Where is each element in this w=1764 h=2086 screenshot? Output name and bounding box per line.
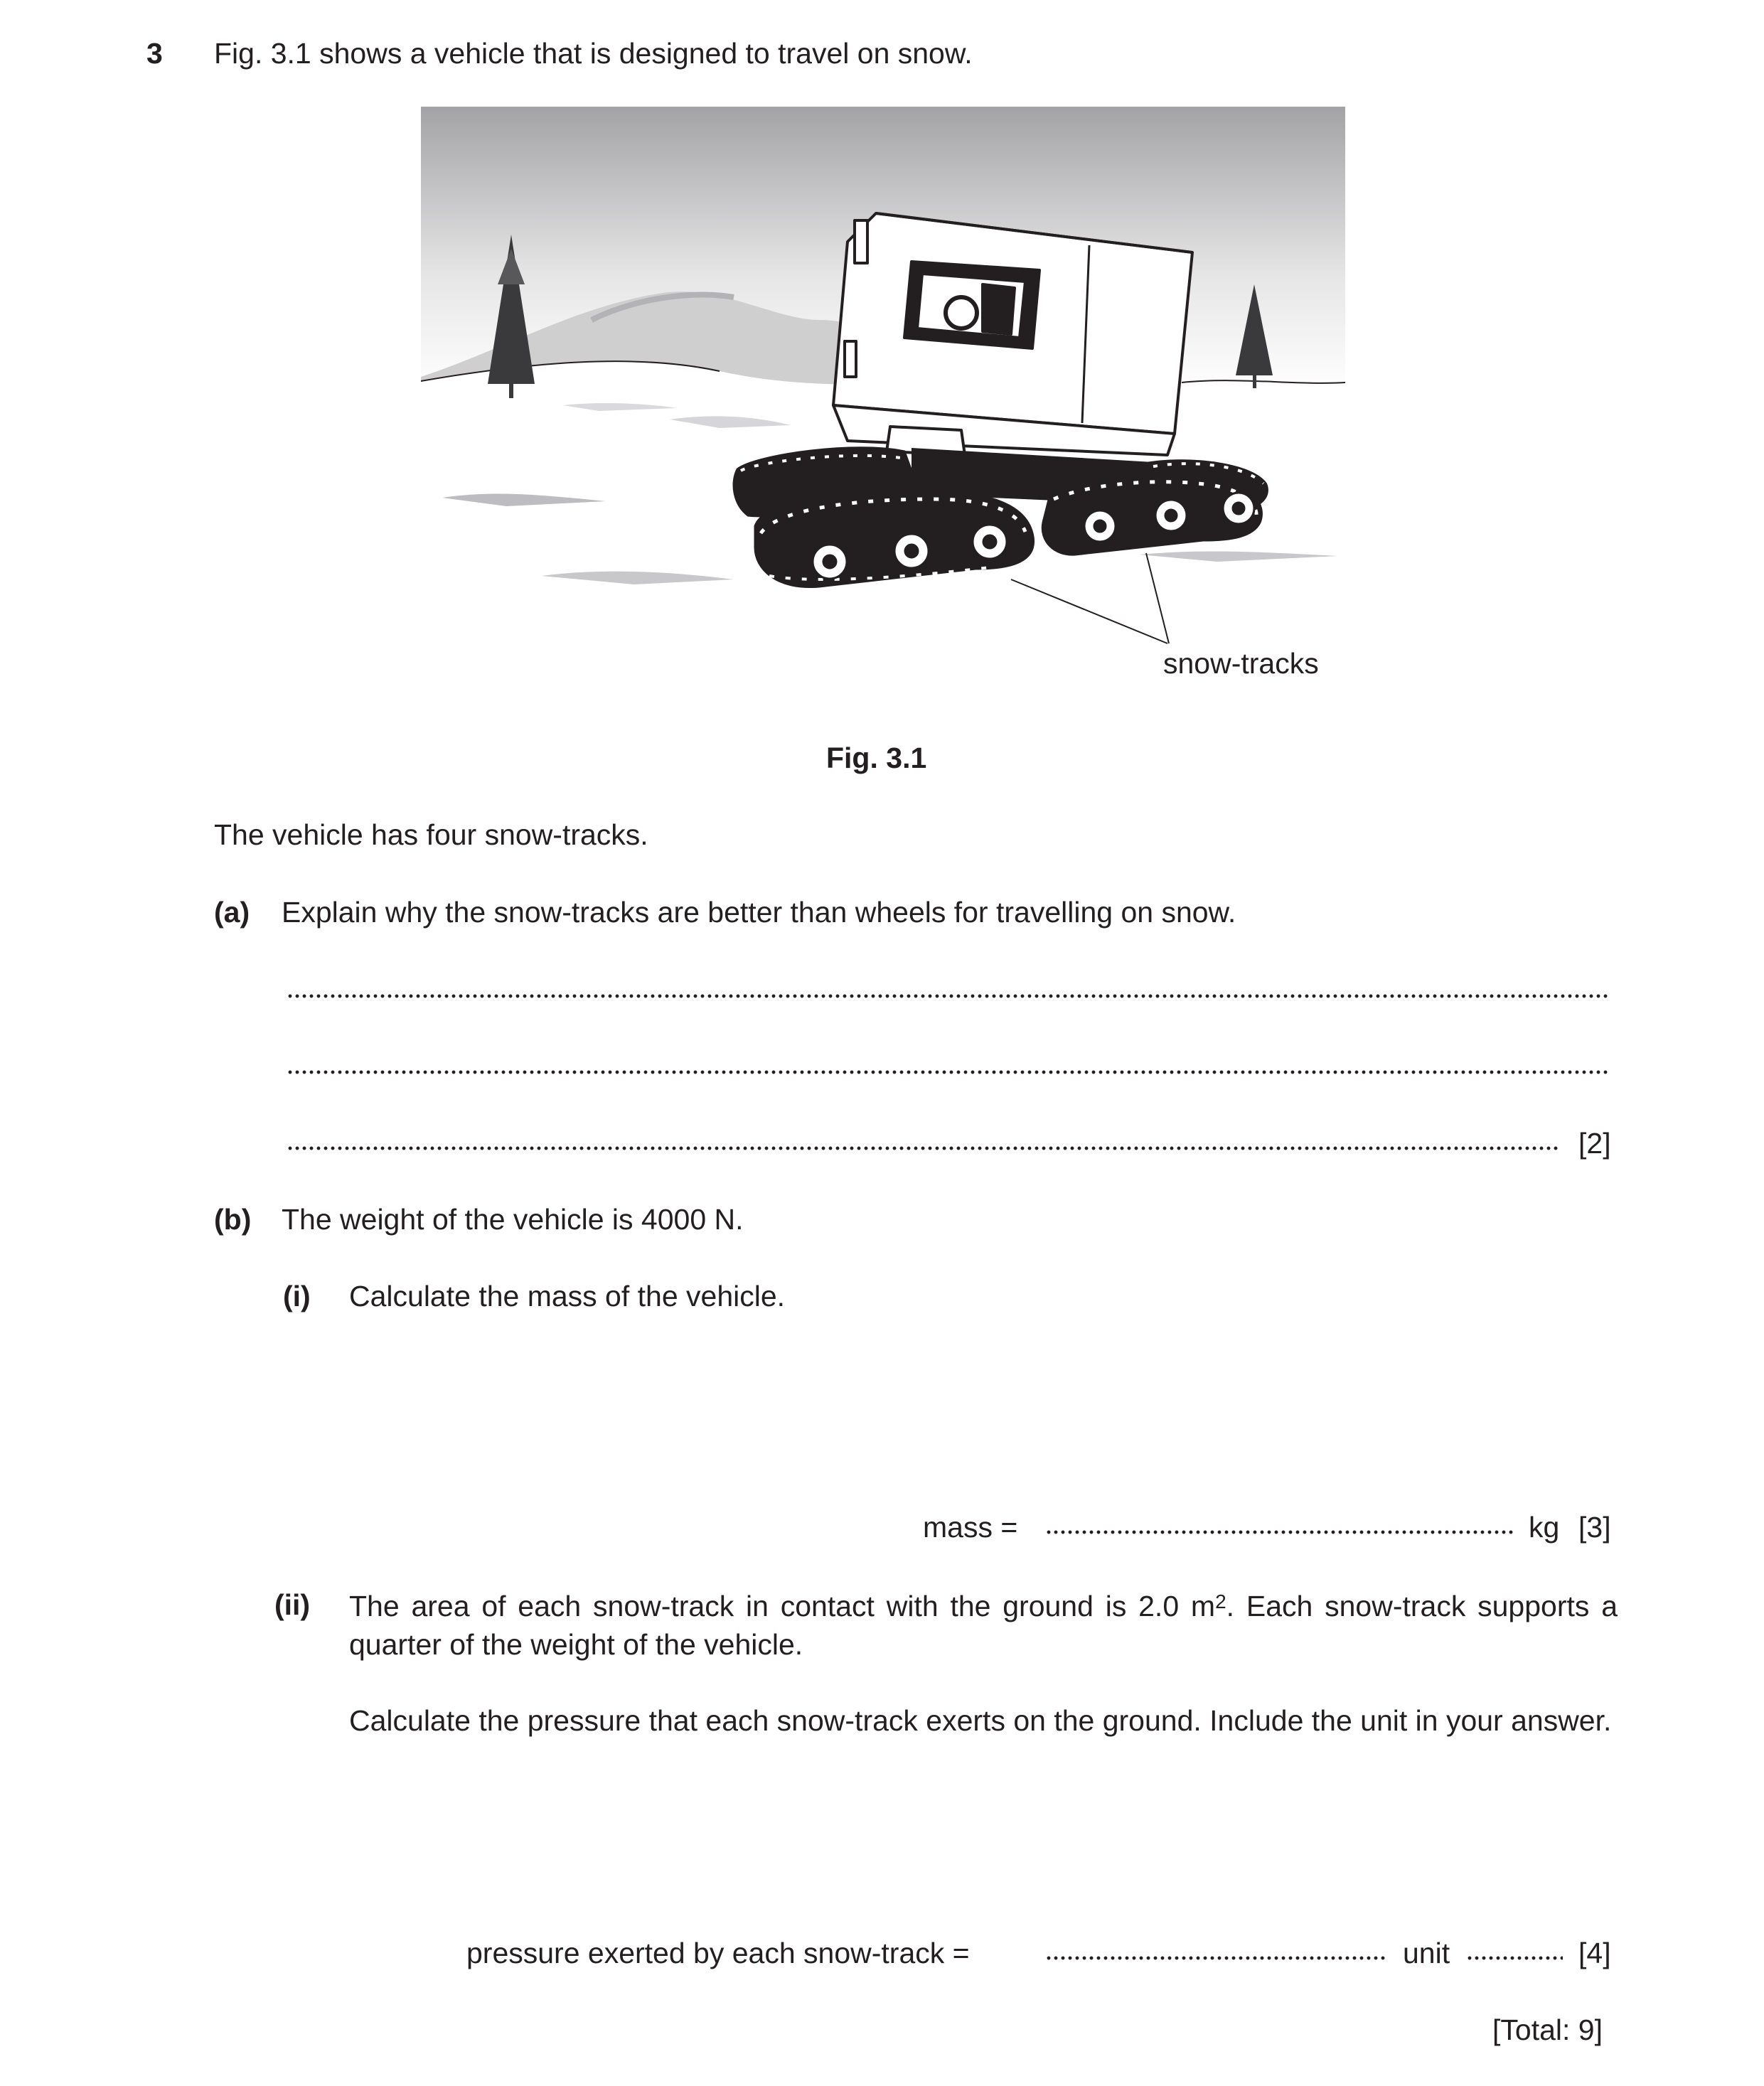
- vehicle-cabin: [833, 213, 1192, 455]
- question-number: 3: [146, 37, 163, 70]
- part-b-text: The weight of the vehicle is 4000 N.: [282, 1203, 744, 1236]
- unit-answer-field[interactable]: [1466, 1956, 1563, 1960]
- question-intro: Fig. 3.1 shows a vehicle that is designed to travel on snow.: [214, 37, 973, 70]
- part-b-label: (b): [214, 1203, 252, 1236]
- squared-superscript: 2: [1215, 1590, 1226, 1612]
- figure-caption: Fig. 3.1: [826, 742, 927, 774]
- answer-line-a-2[interactable]: [287, 1070, 1610, 1074]
- snow-vehicle-figure: [421, 107, 1345, 690]
- unit-label: unit: [1403, 1937, 1450, 1969]
- mass-answer-prefix: mass =: [923, 1511, 1018, 1544]
- total-marks: [Total: 9]: [1492, 2013, 1603, 2046]
- part-b-i-label: (i): [283, 1280, 311, 1312]
- part-b-ii-label: (ii): [274, 1588, 311, 1621]
- part-b-i-marks: [3]: [1578, 1511, 1611, 1544]
- part-b-i-text: Calculate the mass of the vehicle.: [349, 1280, 786, 1312]
- pressure-answer-field[interactable]: [1045, 1956, 1388, 1960]
- part-a-label: (a): [214, 896, 250, 929]
- mass-answer-field[interactable]: [1045, 1530, 1514, 1534]
- statement: The vehicle has four snow-tracks.: [214, 818, 648, 851]
- pressure-answer-prefix: pressure exerted by each snow-track =: [466, 1937, 970, 1969]
- mass-unit: kg: [1529, 1511, 1560, 1544]
- snow-tracks-label: snow-tracks: [1163, 647, 1319, 680]
- part-a-marks: [2]: [1578, 1127, 1611, 1160]
- answer-line-a-1[interactable]: [287, 994, 1610, 998]
- part-b-ii-marks: [4]: [1578, 1937, 1611, 1969]
- part-b-ii-instruction: Calculate the pressure that each snow-track exerts on the ground. Include the unit in your answer.: [349, 1704, 1612, 1737]
- answer-line-a-3[interactable]: [287, 1146, 1561, 1150]
- part-a-text: Explain why the snow-tracks are better than wheels for travelling on snow.: [282, 896, 1236, 929]
- part-b-ii-text: The area of each snow-track in contact with the ground is 2.0 $m^2$. Each snow-track supports a quarter of the weight of the vehicle.: [349, 1590, 1618, 1661]
